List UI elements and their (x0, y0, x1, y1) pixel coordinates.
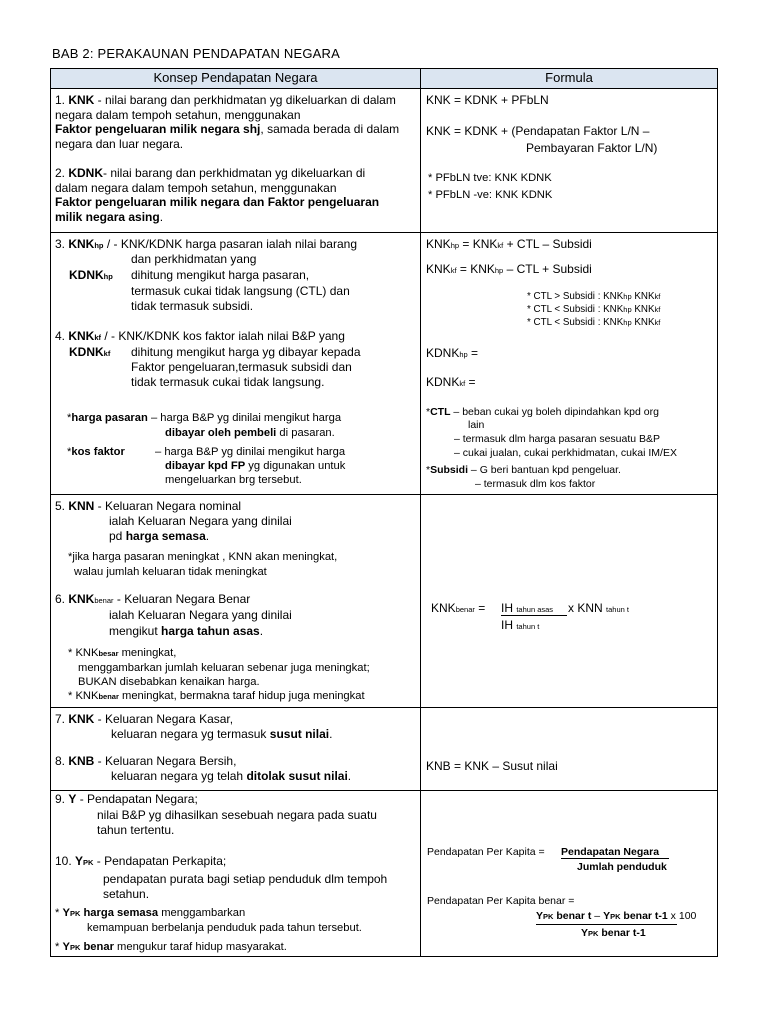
formula-knk-kf: KNKkf = KNKhp – CTL + Subsidi (426, 262, 592, 276)
formula-knk-pfbln: KNK = KDNK + PFbLN (426, 93, 549, 107)
note-text: menggambarkan jumlah keluaran sebenar juga meningkat; (78, 662, 370, 674)
formula-per-kapita: Pendapatan Per Kapita = (427, 846, 545, 858)
note-subsidi: *Subsidi – G beri bantuan kpd pengeluar. (426, 464, 621, 476)
concept-text: pd harga semasa. (109, 529, 210, 543)
formula-per-kapita-benar: Pendapatan Per Kapita benar = (427, 895, 575, 907)
note-text: * KNKbenar meningkat, bermakna taraf hidup juga meningkat (68, 690, 365, 702)
note-text: BUKAN disebabkan kenaikan harga. (78, 676, 260, 688)
formula-ctl-rule: * CTL < Subsidi : KNKhp KNKkf (527, 317, 661, 328)
concept-knk-benar: 6. KNKbenar - Keluaran Negara Benar (55, 592, 251, 606)
note-harga-pasaran: *harga pasaran – harga B&P yg dinilai mengikut harga (67, 412, 342, 424)
note-text: – termasuk dlm harga pasaran sesuatu B&P (454, 433, 661, 445)
note-text: dibayar oleh pembeli di pasaran. (165, 427, 335, 439)
row-divider (50, 232, 718, 233)
concept-text: tahun tertentu. (97, 823, 175, 837)
concept-knb: 8. KNB - Keluaran Negara Bersih, (55, 754, 237, 768)
formula-knk-hp: KNKhp = KNKkf + CTL – Subsidi (426, 237, 592, 251)
concept-text: ialah Keluaran Negara yang dinilai (109, 514, 292, 528)
concept-knk-kasar: 7. KNK - Keluaran Negara Kasar, (55, 712, 234, 726)
concept-text: Faktor pengeluaran milik negara dan Faktor pengeluaran (55, 195, 380, 209)
note-knn: *jika harga pasaran meningkat , KNN akan meningkat, (68, 551, 338, 563)
concept-text: nilai B&P yg dihasilkan sesebuah negara pada suatu (97, 808, 377, 822)
note-ypk-benar: * YPK benar mengukur taraf hidup masyarakat. (55, 941, 287, 953)
note-text: – termasuk dlm kos faktor (475, 478, 596, 490)
formula-pfbln-positive: * PFbLN tve: KNK KDNK (428, 172, 552, 184)
header-formula: Formula (545, 70, 593, 85)
formula-kdnk-hp: KDNKhp = (426, 346, 479, 360)
concept-text: dihitung mengikut harga pasaran, (131, 268, 310, 282)
note-kos-faktor: *kos faktor (67, 446, 125, 458)
note-text: mengeluarkan brg tersebut. (165, 474, 302, 486)
document-title: BAB 2: PERAKAUNAN PENDAPATAN NEGARA (52, 46, 341, 61)
formula-denominator: YPK benar t-1 (581, 927, 646, 939)
concept-text: dihitung mengikut harga yg dibayar kepada (131, 345, 361, 359)
fraction-line (561, 858, 669, 859)
concept-text: tidak termasuk subsidi. (131, 299, 254, 313)
row-divider (50, 790, 718, 791)
row-divider (50, 88, 718, 89)
concept-kdnk-hp: KDNKhp (69, 268, 113, 282)
note-text: – harga B&P yg dinilai mengikut harga (155, 446, 346, 458)
concept-y: 9. Y - Pendapatan Negara; (55, 792, 198, 806)
concept-text: keluaran negara yg telah ditolak susut nilai. (111, 769, 352, 783)
note-knk-benar: * KNKbesar meningkat, (68, 647, 177, 659)
formula-knk-faktor: KNK = KDNK + (Pendapatan Faktor L/N – (426, 124, 650, 138)
concept-kdnk-definition: 2. KDNK- nilai barang dan perkhidmatan yg dikeluarkan di (55, 166, 366, 180)
formula-denominator: Jumlah penduduk (577, 861, 667, 873)
formula-ctl-rule: * CTL > Subsidi : KNKhp KNKkf (527, 291, 661, 302)
header-concept: Konsep Pendapatan Negara (153, 70, 318, 85)
fraction-line (501, 615, 567, 616)
note-text: lain (468, 419, 485, 431)
formula-numerator: YPK benar t – YPK benar t-1 x 100 (536, 910, 697, 922)
formula-numerator: IH tahun asas (501, 601, 554, 615)
note-text: dibayar kpd FP yg digunakan untuk (165, 460, 346, 472)
concept-text: dalam negara dalam tempoh setahun, menggunakan (55, 181, 337, 195)
concept-text: keluaran negara yg termasuk susut nilai. (111, 727, 333, 741)
concept-knk-definition: 1. KNK - nilai barang dan perkhidmatan yg dikeluarkan di dalam (55, 93, 396, 107)
formula-pfbln-negative: * PFbLN -ve: KNK KDNK (428, 189, 553, 201)
formula-text: Pembayaran Faktor L/N) (526, 141, 658, 155)
note-text: walau jumlah keluaran tidak meningkat (74, 566, 267, 578)
note-text: kemampuan berbelanja penduduk pada tahun tersebut. (87, 922, 362, 934)
fraction-line (536, 924, 677, 925)
note-ctl: *CTL – beban cukai yg boleh dipindahkan kpd org (426, 406, 659, 418)
concept-text: ialah Keluaran Negara yang dinilai (109, 608, 292, 622)
formula-text: x KNN tahun t (568, 601, 629, 615)
concept-text: Faktor pengeluaran milik negara shj, samada berada di dalam (55, 122, 400, 136)
formula-knk-benar: KNKbenar = (431, 601, 486, 615)
concept-text: milik negara asing. (55, 210, 164, 224)
column-divider (420, 68, 421, 957)
formula-denominator: IH tahun t (501, 618, 540, 632)
concept-knn: 5. KNN - Keluaran Negara nominal (55, 499, 242, 513)
formula-knb: KNB = KNK – Susut nilai (426, 759, 558, 773)
formula-ctl-rule: * CTL < Subsidi : KNKhp KNKkf (527, 304, 661, 315)
formula-kdnk-kf: KDNKkf = (426, 375, 476, 389)
concept-text: setahun. (103, 887, 150, 901)
formula-numerator: Pendapatan Negara (561, 846, 660, 858)
concept-text: termasuk cukai tidak langsung (CTL) dan (131, 284, 350, 298)
concept-text: negara dan luar negara. (55, 137, 184, 151)
concept-text: negara dalam tempoh setahun, menggunakan (55, 108, 301, 122)
concept-text: Faktor pengeluaran,termasuk subsidi dan (131, 360, 352, 374)
row-divider (50, 707, 718, 708)
concept-text: dan perkhidmatan yang (131, 252, 257, 266)
row-divider (50, 494, 718, 495)
concept-ypk: 10. YPK - Pendapatan Perkapita; (55, 854, 227, 868)
concept-text: tidak termasuk cukai tidak langsung. (131, 375, 325, 389)
note-text: – cukai jualan, cukai perkhidmatan, cukai IM/EX (454, 447, 677, 459)
concept-text: pendapatan purata bagi setiap penduduk dlm tempoh (103, 872, 388, 886)
note-ypk-semasa: * YPK harga semasa menggambarkan (55, 907, 246, 919)
concept-knk-hp: 3. KNKhp / - KNK/KDNK harga pasaran ialah nilai barang (55, 237, 357, 251)
concept-kdnk-kf: KDNKkf (69, 345, 111, 359)
concept-text: mengikut harga tahun asas. (109, 624, 264, 638)
concept-knk-kf: 4. KNKkf / - KNK/KDNK kos faktor ialah nilai B&P yang (55, 329, 345, 343)
